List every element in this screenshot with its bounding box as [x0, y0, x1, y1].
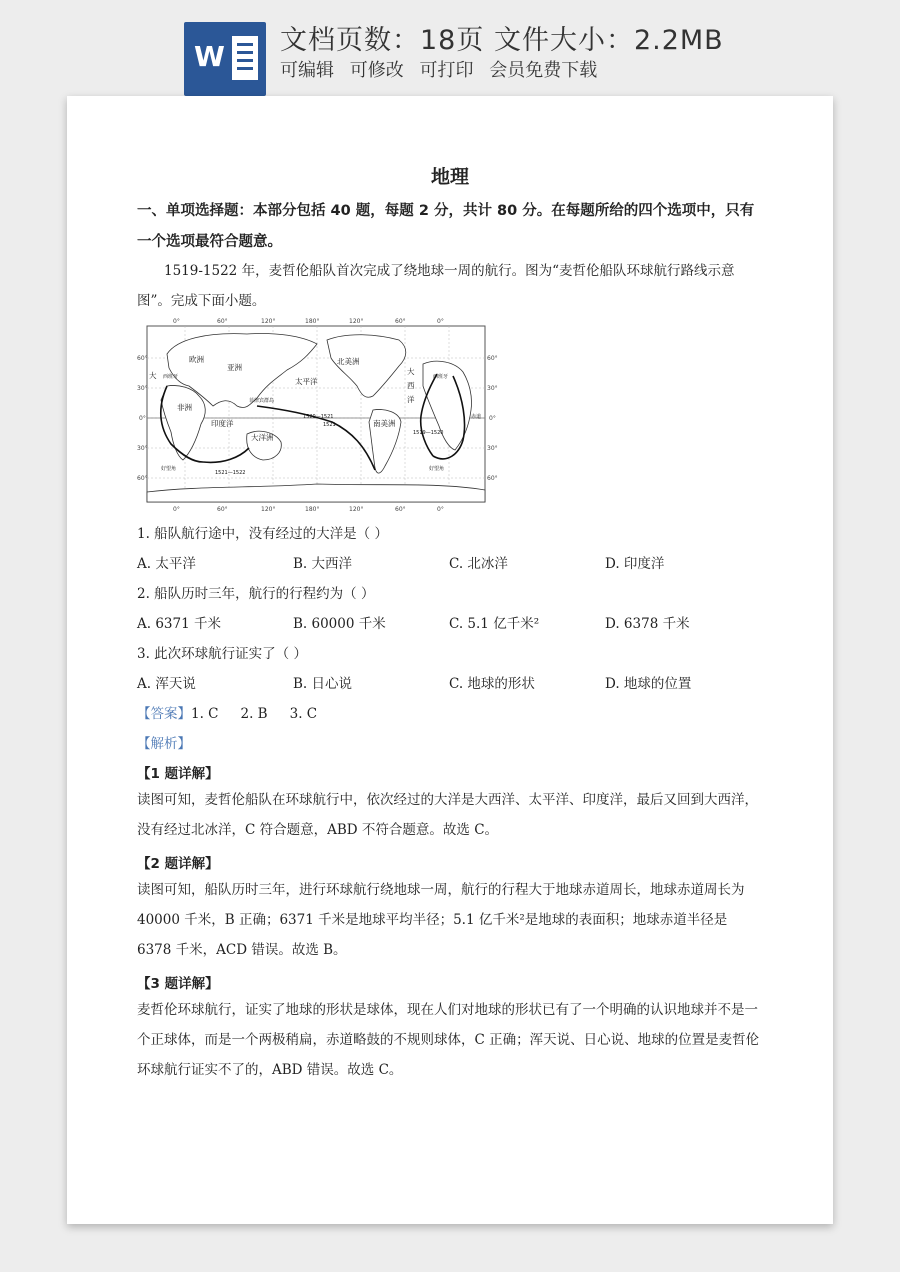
label-atlantic-1: 大	[407, 367, 415, 376]
label-asia: 亚洲	[227, 363, 242, 372]
left-tick: 0°	[139, 415, 146, 422]
document-page	[67, 96, 833, 1224]
left-tick: 30°	[137, 445, 148, 452]
top-tick: 60°	[395, 318, 406, 325]
magellan-route-map	[137, 314, 559, 514]
q3-option-a: A. 浑天说	[137, 676, 196, 692]
answer-line	[137, 702, 339, 722]
word-letter: W	[194, 40, 225, 73]
label-year-1519: 1519—1520	[413, 430, 444, 436]
answer-2: 2. B	[240, 706, 268, 722]
label-spain-left: 西班牙	[163, 374, 179, 380]
top-tick: 120°	[261, 318, 276, 325]
right-tick: 30°	[487, 445, 498, 452]
document-lines-icon	[232, 36, 258, 80]
banner-features	[280, 56, 607, 82]
detail-2-heading: 【2 题详解】	[137, 856, 219, 872]
right-tick: 60°	[487, 355, 498, 362]
analysis-tag: 【解析】	[137, 736, 191, 752]
q2-option-b: B. 60000 千米	[293, 616, 386, 632]
question-1-stem: 1. 船队航行途中，没有经过的大洋是（ ）	[137, 526, 388, 542]
label-cape-left: 好望角	[161, 466, 177, 472]
download-banner	[0, 0, 900, 96]
detail-1-body: 读图可知，麦哲伦船队在环球航行中，依次经过的大洋是大西洋、太平洋、印度洋，最后又回到大西洋，没有经过北冰洋，C 符合题意，ABD 不符合题意。故选 C。	[137, 792, 758, 838]
banner-title: 文档页数：18页 文件大小：2.2MB	[280, 25, 724, 56]
answer-1: 1. C	[191, 706, 219, 722]
feature-editable: 可编辑	[280, 60, 334, 81]
left-tick: 60°	[137, 355, 148, 362]
q2-option-c: C. 5.1 亿千米²	[449, 616, 540, 632]
answer-tag: 【答案】	[137, 706, 191, 722]
map-svg	[137, 314, 559, 514]
label-year-1522: 1521—1522	[215, 470, 246, 476]
word-document-icon	[184, 22, 266, 96]
right-tick: 0°	[489, 415, 496, 422]
q2-option-a: A. 6371 千米	[137, 616, 221, 632]
label-europe: 欧洲	[189, 355, 204, 364]
bottom-tick: 180°	[305, 506, 320, 513]
top-tick: 0°	[437, 318, 444, 325]
top-tick: 0°	[173, 318, 180, 325]
detail-2-body: 读图可知，船队历时三年，进行环球航行绕地球一周，航行的行程大于地球赤道周长，地球赤道周长为 40000 千米，B 正确；6371 千米是地球平均半径；5.1 亿千米²是地球的表面积；地球赤道半径是 6378 千米，ACD 错误。故选 B。	[137, 882, 745, 958]
bottom-tick: 60°	[395, 506, 406, 513]
label-south-america: 南美洲	[373, 419, 396, 428]
feature-printable: 可打印	[419, 60, 474, 81]
question-2-stem: 2. 船队历时三年，航行的行程约为（ ）	[137, 586, 375, 602]
label-oceania: 大洋洲	[251, 433, 274, 442]
feature-modifiable: 可修改	[349, 60, 404, 81]
question-3-stem: 3. 此次环球航行证实了（ ）	[137, 646, 307, 662]
bottom-tick: 120°	[349, 506, 364, 513]
feature-member-download: 会员免费下载	[489, 60, 598, 81]
bottom-tick: 0°	[173, 506, 180, 513]
detail-1-heading: 【1 题详解】	[137, 766, 219, 782]
section-heading: 一、单项选择题：本部分包括 40 题，每题 2 分，共计 80 分。在每题所给的四个选项中，只有一个选项最符合题意。	[137, 203, 755, 250]
q1-option-c: C. 北冰洋	[449, 556, 508, 572]
label-africa: 非洲	[177, 403, 192, 412]
top-tick: 180°	[305, 318, 320, 325]
right-tick: 30°	[487, 385, 498, 392]
label-equator: 赤道	[471, 414, 482, 420]
label-left-da: 大	[149, 371, 157, 380]
label-atlantic-3: 洋	[407, 395, 415, 404]
q1-option-b: B. 大西洋	[293, 556, 353, 572]
q2-option-d: D. 6378 千米	[605, 616, 690, 632]
left-tick: 30°	[137, 385, 148, 392]
label-philippines: 菲律宾群岛	[249, 398, 275, 404]
bottom-tick: 0°	[437, 506, 444, 513]
answer-3: 3. C	[289, 706, 318, 722]
q1-option-a: A. 太平洋	[137, 556, 196, 572]
label-year-1521: 1521	[323, 422, 336, 428]
label-cape-right: 好望角	[429, 466, 445, 472]
label-pacific: 太平洋	[295, 377, 318, 386]
detail-3-heading: 【3 题详解】	[137, 976, 219, 992]
label-north-america: 北美洲	[337, 357, 360, 366]
top-tick: 60°	[217, 318, 228, 325]
intro-paragraph: 1519-1522 年，麦哲伦船队首次完成了绕地球一周的航行。图为“麦哲伦船队环球航行路线示意图”。完成下面小题。	[137, 263, 735, 309]
top-tick: 120°	[349, 318, 364, 325]
doc-title: 地理	[430, 166, 469, 188]
label-indian: 印度洋	[211, 419, 234, 428]
left-tick: 60°	[137, 475, 148, 482]
bottom-tick: 60°	[217, 506, 228, 513]
q3-option-c: C. 地球的形状	[449, 676, 535, 692]
q3-option-d: D. 地球的位置	[605, 676, 692, 692]
q3-option-b: B. 日心说	[293, 676, 353, 692]
label-atlantic-2: 西	[407, 381, 415, 390]
bottom-tick: 120°	[261, 506, 276, 513]
right-tick: 60°	[487, 475, 498, 482]
detail-3-body: 麦哲伦环球航行，证实了地球的形状是球体，现在人们对地球的形状已有了一个明确的认识地球并不是一个正球体，而是一个两极稍扁，赤道略鼓的不规则球体，C 正确；浑天说、日心说、地球的位置是麦哲伦环球航行证实不了的，ABD 错误。故选 C。	[137, 1002, 760, 1078]
label-year-1520: 1520—1521	[303, 414, 334, 420]
q1-option-d: D. 印度洋	[605, 556, 665, 572]
label-spain-right: 西班牙	[433, 374, 449, 380]
